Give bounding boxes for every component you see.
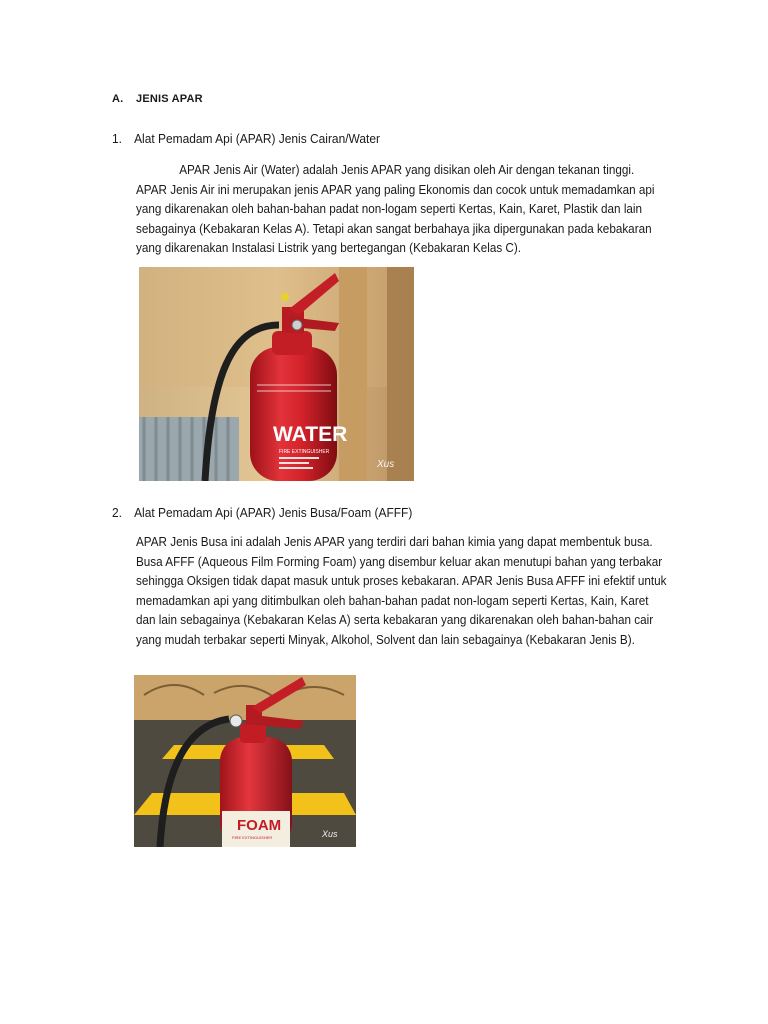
item-2-number: 2. <box>112 505 122 520</box>
watermark-2: Xus <box>322 829 338 839</box>
watermark-1: Xus <box>377 459 395 470</box>
foam-sublabel: FIRE EXTINGUISHER <box>232 835 273 840</box>
item-2-paragraph: APAR Jenis Busa ini adalah Jenis APAR yang terdiri dari bahan kimia yang dapat membentuk busa. Busa AFFF (Aqueous Film Forming Foam) yang disembur keluar akan menutupi bahan yang terbakar sehingga Oksigen tidak dapat masuk untuk proses kebakaran. APAR Jenis Busa AFFF ini efektif untuk memadamkan api yang ditimbulkan oleh bahan-bahan padat non-logam seperti Kertas, Kain, Karet dan lain sebagainya (Kebakaran Kelas A) serta kebakaran yang dikarenakan oleh bahan-bahan cair yang mudah terbakar seperti Minyak, Alkohol, Solvent dan lain sebagainya (Kebakaran Jenis B). <box>136 534 667 647</box>
item-1-title-text: Alat Pemadam Api (APAR) Jenis Cairan/Water <box>134 131 381 146</box>
foam-extinguisher-photo <box>134 675 356 847</box>
water-sublabel: FIRE EXTINGUISHER <box>279 449 330 455</box>
water-label: WATER <box>273 423 348 446</box>
water-extinguisher-photo <box>139 267 414 481</box>
item-1-title <box>112 131 380 146</box>
section-letter: A. <box>112 93 124 105</box>
item-1-paragraph: APAR Jenis Air (Water) adalah Jenis APAR yang disikan oleh Air dengan tekanan tinggi. APAR Jenis Air ini merupakan jenis APAR yang paling Ekonomis dan cocok untuk memadamkan api yang dikarenakan oleh bahan-bahan padat non-logam seperti Kertas, Kain, Karet, Plastik dan lain sebagainya (Kebakaran Kelas A). Tetapi akan sangat berbahaya jika dipergunakan pada kebakaran yang dikarenakan Instalasi Listrik yang bertegangan (Kebakaran Kelas C). <box>136 162 655 256</box>
item-2-title <box>112 505 412 520</box>
section-heading <box>112 93 203 105</box>
section-title: JENIS APAR <box>136 93 203 105</box>
item-2-title-text: Alat Pemadam Api (APAR) Jenis Busa/Foam (AFFF) <box>134 505 413 520</box>
foam-label: FOAM <box>237 817 282 834</box>
item-1-number: 1. <box>112 131 122 146</box>
